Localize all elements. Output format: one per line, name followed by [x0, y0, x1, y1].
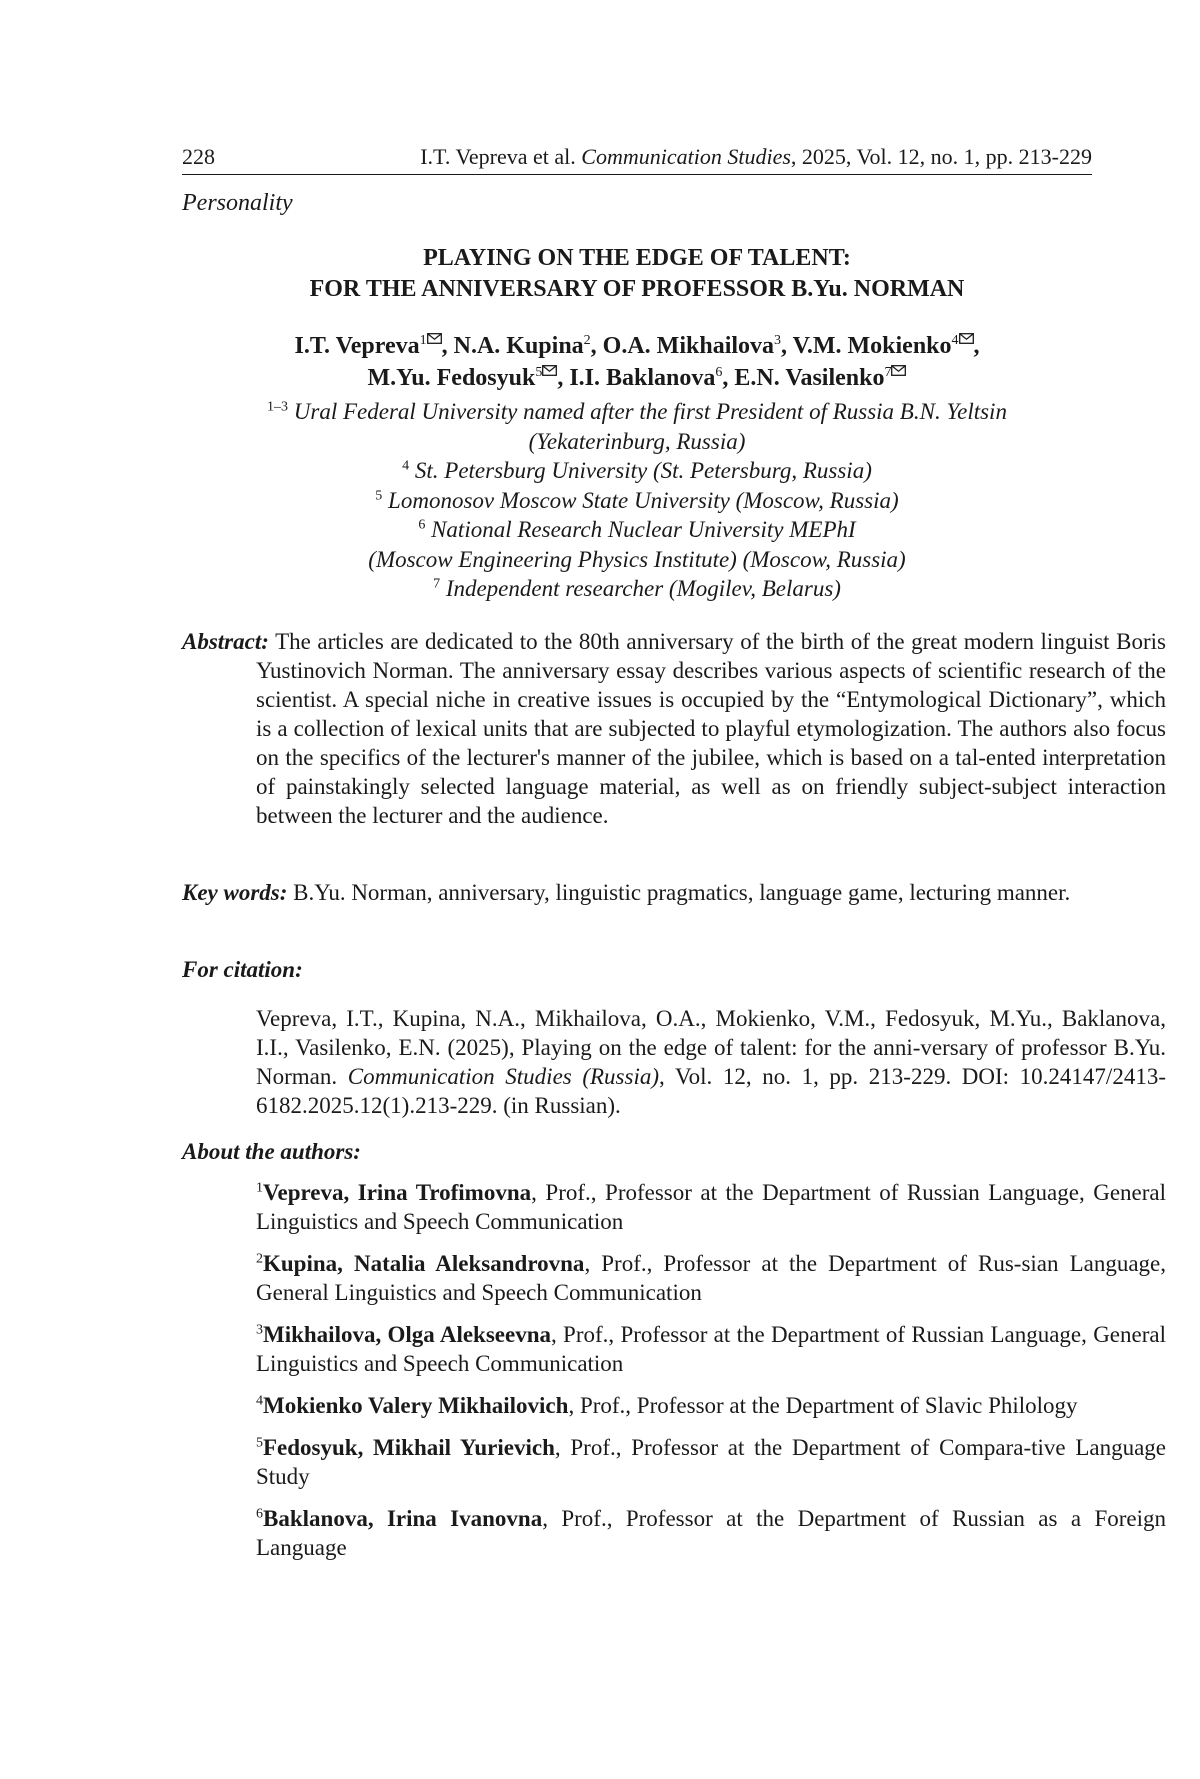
author-name: E.N. Vasilenko	[734, 365, 885, 391]
section-label: Personality	[182, 190, 293, 216]
author-sup: 5	[535, 365, 543, 380]
about-authors-list	[182, 1178, 1166, 1575]
citation-heading: For citation:	[182, 957, 303, 982]
issue-info: , 2025, Vol. 12, no. 1, pp. 213-229	[790, 144, 1092, 169]
keywords-text: B.Yu. Norman, anniversary, linguistic pragmatics, language game, lecturing manner.	[293, 880, 1071, 905]
author-sup: 6	[715, 365, 723, 380]
running-header	[182, 144, 1092, 175]
title-line-1: PLAYING ON THE EDGE OF TALENT:	[423, 245, 851, 271]
author-sup: 1	[419, 333, 427, 348]
affiliation: $^6$ National Research Nuclear University MEPhI	[418, 517, 856, 542]
keywords	[182, 878, 1166, 907]
author-sup: 4	[951, 333, 959, 348]
affiliation: $^4$ St. Petersburg University (St. Petersburg, Russia)	[402, 458, 872, 483]
author-sup: 7	[884, 365, 892, 380]
affiliation: $^5$ Lomonosov Moscow State University (Moscow, Russia)	[375, 487, 899, 513]
author-name: I.T. Vepreva	[294, 333, 420, 359]
envelope-icon[interactable]	[891, 365, 906, 376]
page-number: 228	[182, 144, 215, 169]
abstract-label: Abstract:	[182, 629, 269, 654]
author-sup: 2	[583, 333, 591, 348]
affiliation: $^7$ Independent researcher (Mogilev, Belarus)	[433, 576, 841, 601]
author-line-1: I.T. Vepreva$^1$ , N.A. Kupina$^2$, O.A. Mikhailova$^3$, V.M. Mokienko$^4$ ,	[294, 333, 980, 359]
author-entry: $^5$Fedosyuk, Mikhail Yurievich, Prof., Professor at the Department of Compara-tive Language Study	[256, 1435, 1166, 1489]
author-name: O.A. Mikhailova	[602, 333, 775, 359]
envelope-icon[interactable]	[959, 333, 974, 344]
title-line-2: FOR THE ANNIVERSARY OF PROFESSOR B.Yu. NORMAN	[309, 276, 965, 302]
author-name: V.M. Mokienko	[792, 333, 952, 359]
affiliation-cont: (Yekaterinburg, Russia)	[528, 428, 746, 454]
author-entry: $^4$Mokienko Valery Mikhailovich, Prof., Professor at the Department of Slavic Philology	[256, 1393, 1078, 1418]
author-sup: 3	[774, 333, 782, 348]
affiliation-cont: (Moscow Engineering Physics Institute) (Moscow, Russia)	[368, 546, 906, 572]
author-list	[182, 330, 1092, 394]
envelope-icon[interactable]	[427, 333, 442, 344]
envelope-icon[interactable]	[542, 365, 557, 376]
citation-journal: Communication Studies (Russia)	[347, 1064, 659, 1089]
running-citation	[420, 144, 1092, 170]
article-title	[182, 243, 1092, 305]
author-entry: $^6$Baklanova, Irina Ivanovna, Prof., Professor at the Department of Russian as a Foreign Language	[256, 1506, 1166, 1560]
author-name: N.A. Kupina	[453, 333, 584, 359]
citation-text: Vepreva, I.T., Kupina, N.A., Mikhailova, O.A., Mokienko, V.M., Fedosyuk, M.Yu., Baklanova, I.I., Vasilenko, E.N. (2025), Playing on the edge of talent: for the anni-versary of professor B.Yu. Norman. Communication Studies (Russia), Vol. 12, no. 1, pp. 213-229. DOI: 10.24147/2413-6182.2025.12(1).213-229. (in Russian).	[256, 1006, 1166, 1118]
journal-name: Communication Studies	[581, 144, 791, 169]
author-entry: $^3$Mikhailova, Olga Alekseevna, Prof., Professor at the Department of Russian Language, General Linguistics and Speech Communication	[256, 1322, 1166, 1376]
author-line-2: M.Yu. Fedosyuk$^5$ , I.I. Baklanova$^6$, E.N. Vasilenko$^7$	[182, 362, 1092, 394]
affiliation-list	[182, 397, 1092, 604]
running-authors: I.T. Vepreva et al.	[420, 144, 576, 169]
abstract-text: The articles are dedicated to the 80th anniversary of the birth of the great modern linguist Boris Yustinovich Norman. The anniversary essay describes various aspects of scientific research of the scientist. A special niche in creative issues is occupied by the “Entymological Dictionary”, which is a collection of lexical units that are subjected to playful etymologization. The authors also focus on the specifics of the lecturer's manner of the jubilee, which is based on a tal-ented interpretation of painstakingly selected language material, as well as on friendly subject-subject interaction between the lecturer and the audience.	[256, 629, 1166, 828]
author-entry: $^2$Kupina, Natalia Aleksandrovna, Prof., Professor at the Department of Rus-sian Language, General Linguistics and Speech Communication	[256, 1251, 1166, 1305]
abstract	[182, 627, 1166, 830]
about-heading: About the authors:	[182, 1139, 361, 1164]
author-name: M.Yu. Fedosyuk	[367, 365, 536, 391]
affiliation: $^{1-3}$ Ural Federal University named after the first President of Russia B.N. Yeltsin	[267, 399, 1007, 424]
author-entry: $^1$Vepreva, Irina Trofimovna, Prof., Professor at the Department of Russian Language, General Linguistics and Speech Communication	[256, 1180, 1166, 1234]
keywords-label: Key words:	[182, 880, 288, 905]
author-name: I.I. Baklanova	[569, 365, 716, 391]
